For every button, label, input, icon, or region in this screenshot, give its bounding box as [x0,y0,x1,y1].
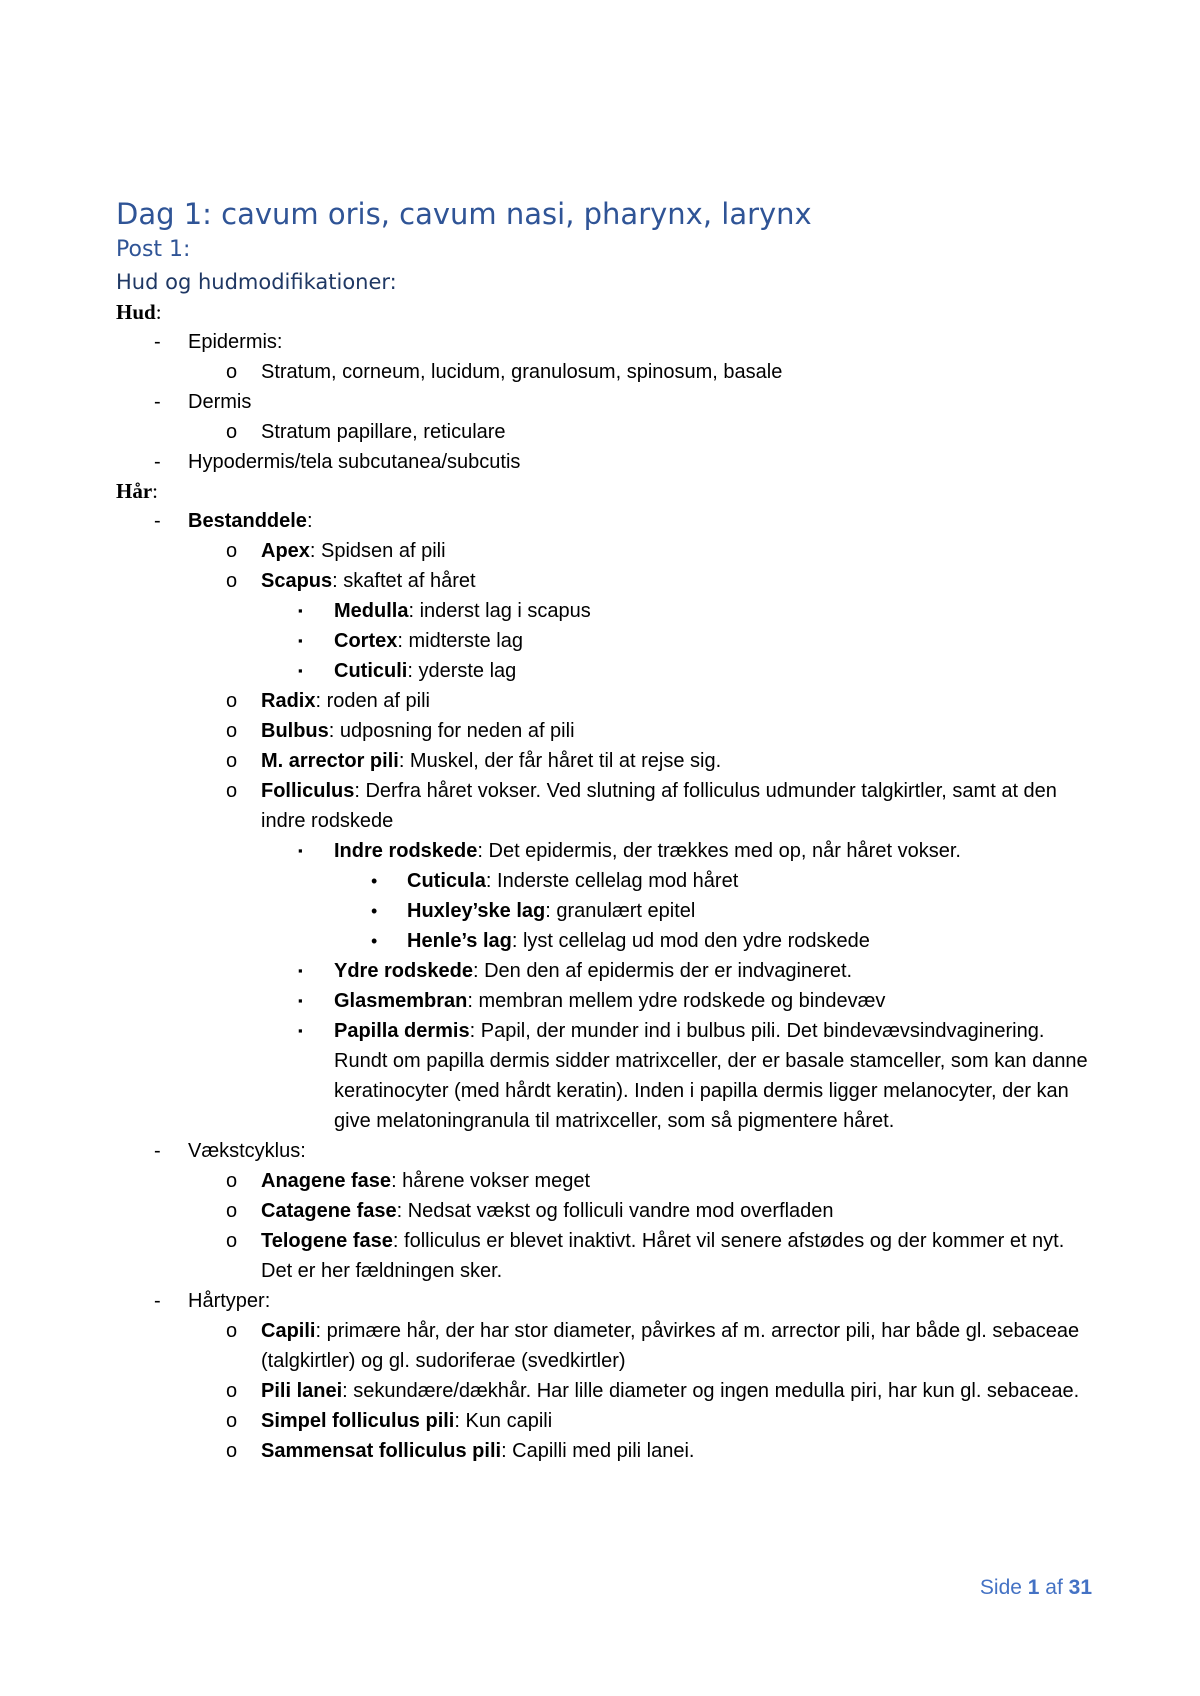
page-number-footer: Side 1 af 31 [979,1576,1092,1599]
heading-1: Dag 1: cavum oris, cavum nasi, pharynx, larynx [116,197,812,231]
circle-marker: o [226,1230,238,1252]
list-item: ▪ Indre rodskede: Det epidermis, der trækkes med op, når håret vokser. [116,836,1096,866]
dash-marker: - [154,391,161,413]
list-item: o Folliculus: Derfra håret vokser. Ved slutning af folliculus udmunder talgkirtler, samt at den indre rodskede [116,776,1096,836]
square-marker: ▪ [298,603,303,618]
circle-marker: o [226,1320,238,1342]
square-marker: ▪ [298,663,303,678]
circle-marker: o [226,720,238,742]
list-item: o Anagene fase: hårene vokser meget [116,1166,1096,1196]
dash-marker: - [154,451,161,473]
dot-marker: • [371,901,378,921]
list-item: o Stratum, corneum, lucidum, granulosum, spinosum, basale [116,357,1096,387]
document-body [116,194,1096,1466]
list-item: o Bulbus: udposning for neden af pili [116,716,1096,746]
list-item: o Simpel folliculus pili: Kun capili [116,1406,1096,1436]
list-item: o Sammensat folliculus pili: Capilli med pili lanei. [116,1436,1096,1466]
circle-marker: o [226,1170,238,1192]
list-item: o Apex: Spidsen af pili [116,536,1096,566]
circle-marker: o [226,1200,238,1222]
list-item: o Catagene fase: Nedsat vækst og folliculi vandre mod overfladen [116,1196,1096,1226]
list-item: o Scapus: skaftet af håret [116,566,1096,596]
heading-2: Post 1: [116,237,191,262]
list-item: - Epidermis: [116,327,1096,357]
list-item: • Huxley’ske lag: granulært epitel [116,896,1096,926]
list-item: o Pili lanei: sekundære/dækhår. Har lille diameter og ingen medulla piri, har kun gl. sebaceae. [116,1376,1096,1406]
circle-marker: o [226,750,238,772]
circle-marker: o [226,1410,238,1432]
list-item: o Capili: primære hår, der har stor diameter, påvirkes af m. arrector pili, har både gl. sebaceae (talgkirtler) og gl. sudoriferae (svedkirtler) [116,1316,1096,1376]
heading-3: Hud og hudmodifikationer: [116,270,397,294]
circle-marker: o [226,540,238,562]
square-marker: ▪ [298,843,303,858]
list-item: • Cuticula: Inderste cellelag mod håret [116,866,1096,896]
list-item: o Telogene fase: folliculus er blevet inaktivt. Håret vil senere afstødes og der kommer et nyt. Det er her fældningen sker. [116,1226,1096,1286]
list-item: - Vækstcyklus: [116,1136,1096,1166]
circle-marker: o [226,570,238,592]
dash-marker: - [154,510,161,532]
circle-marker: o [226,780,238,802]
list-item: o Radix: roden af pili [116,686,1096,716]
haar-list [116,506,1096,1466]
dot-marker: • [371,871,378,891]
list-item: • Henle’s lag: lyst cellelag ud mod den ydre rodskede [116,926,1096,956]
list-item: o Stratum papillare, reticulare [116,417,1096,447]
hud-list [116,327,1096,477]
list-item: ▪ Papilla dermis: Papil, der munder ind i bulbus pili. Det bindevævsindvaginering. Rundt om papilla dermis sidder matrixceller, der er basale stamceller, som kan danne keratinocyter (med hårdt keratin). Inden i papilla dermis ligger melanocyter, der kan give melatoningranula til matrixceller, som så pigmentere håret. [116,1016,1096,1136]
circle-marker: o [226,1380,238,1402]
list-item: - Dermis [116,387,1096,417]
list-item: - Bestanddele: [116,506,1096,536]
section-haar-title: Hår: [116,479,158,503]
list-item: ▪ Glasmembran: membran mellem ydre rodskede og bindevæv [116,986,1096,1016]
list-item: o M. arrector pili: Muskel, der får håret til at rejse sig. [116,746,1096,776]
dash-marker: - [154,331,161,353]
square-marker: ▪ [298,1023,303,1038]
circle-marker: o [226,421,238,443]
square-marker: ▪ [298,963,303,978]
circle-marker: o [226,361,238,383]
dot-marker: • [371,931,378,951]
section-hud-title: Hud: [116,300,162,324]
square-marker: ▪ [298,993,303,1008]
list-item: - Hypodermis/tela subcutanea/subcutis [116,447,1096,477]
dash-marker: - [154,1290,161,1312]
list-item: ▪ Medulla: inderst lag i scapus [116,596,1096,626]
circle-marker: o [226,1440,238,1462]
square-marker: ▪ [298,633,303,648]
list-item: ▪ Cuticuli: yderste lag [116,656,1096,686]
list-item: ▪ Ydre rodskede: Den den af epidermis der er indvagineret. [116,956,1096,986]
circle-marker: o [226,690,238,712]
dash-marker: - [154,1140,161,1162]
list-item: - Hårtyper: [116,1286,1096,1316]
list-item: ▪ Cortex: midterste lag [116,626,1096,656]
